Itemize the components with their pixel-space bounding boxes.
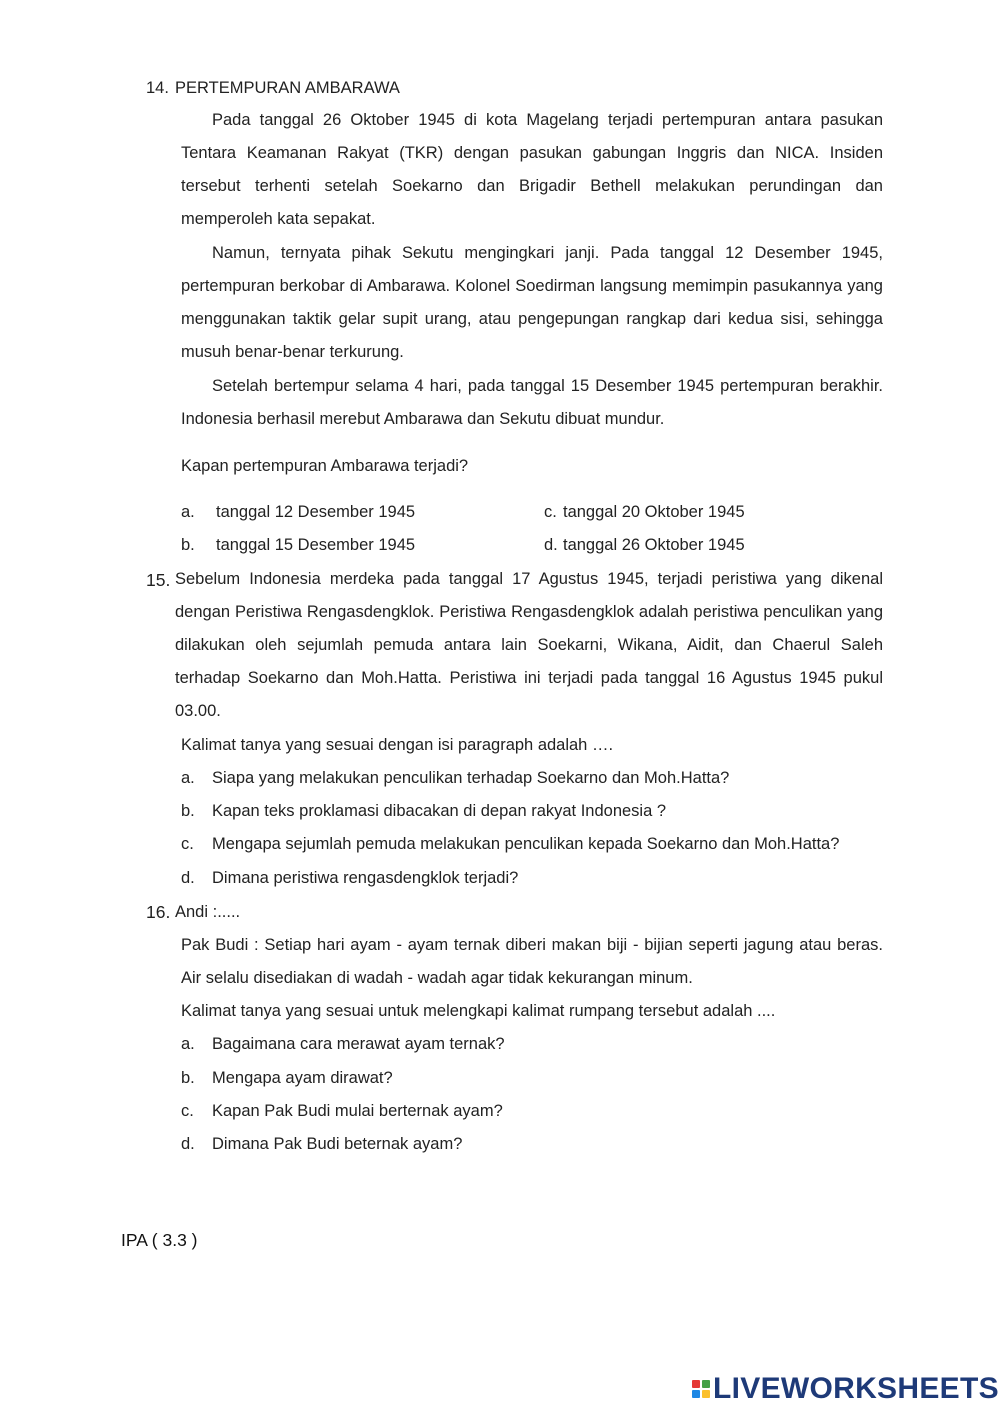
question-14-prompt: Kapan pertempuran Ambarawa terjadi? (181, 457, 469, 475)
option-letter: d. (544, 536, 558, 554)
question-16-paragraph: Pak Budi : Setiap hari ayam - ayam ternak diberi makan biji - bijian seperti jagung atau beras. Air selalu disediakan di wadah - wadah agar tidak kekurangan minum. (181, 936, 883, 987)
question-14-paragraph-3: Setelah bertempur selama 4 hari, pada tanggal 15 Desember 1945 pertempuran berakhir. Indonesia berhasil merebut Ambarawa dan Sekutu dibuat mundur. (181, 377, 883, 428)
question-16-first-line: Andi :..... (175, 903, 241, 921)
question-15-prompt: Kalimat tanya yang sesuai dengan isi paragraph adalah …. (181, 736, 614, 754)
option-letter: d. (181, 869, 195, 887)
logo-badge-icon (692, 1380, 710, 1398)
logo-badge-v (692, 1390, 700, 1398)
question-16-number: 16. (146, 902, 171, 922)
question-15-number: 15. (146, 570, 171, 590)
option-letter: b. (181, 802, 195, 820)
question-15-paragraph: Sebelum Indonesia merdeka pada tanggal 17 Agustus 1945, terjadi peristiwa yang dikenal dengan Peristiwa Rengasdengklok. Peristiwa Rengasdengklok adalah peristiwa penculikan yang dilakukan oleh sejumlah pemuda antara lain Soekarni, Wikana, Aidit, dan Chaerul Saleh terhadap Soekarno dan Moh.Hatta. Peristiwa ini terjadi pada tanggal 16 Agustus 1945 pukul 03.00. (175, 570, 883, 720)
option-text: Mengapa ayam dirawat? (212, 1069, 393, 1087)
logo-text: LIVEWORKSHEETS (713, 1372, 999, 1405)
option-text: tanggal 26 Oktober 1945 (563, 536, 745, 554)
option-letter: a. (181, 503, 195, 521)
option-text: Kapan teks proklamasi dibacakan di depan rakyat Indonesia ? (212, 802, 667, 820)
option-text: Mengapa sejumlah pemuda melakukan penculikan kepada Soekarno dan Moh.Hatta? (212, 835, 840, 853)
option-letter: b. (181, 1069, 195, 1087)
option-text: Dimana Pak Budi beternak ayam? (212, 1135, 463, 1153)
logo-badge-e (702, 1390, 710, 1398)
option-text: Bagaimana cara merawat ayam ternak? (212, 1035, 505, 1053)
section-heading-ipa: IPA ( 3.3 ) (121, 1230, 198, 1250)
option-text: Kapan Pak Budi mulai berternak ayam? (212, 1102, 503, 1120)
option-text: tanggal 20 Oktober 1945 (563, 503, 745, 521)
option-letter: c. (544, 503, 557, 521)
liveworksheets-logo (692, 1374, 999, 1404)
option-letter: a. (181, 769, 195, 787)
logo-badge-i (702, 1380, 710, 1388)
option-letter: b. (181, 536, 195, 554)
option-letter: a. (181, 1035, 195, 1053)
question-14-paragraph-2: Namun, ternyata pihak Sekutu mengingkari janji. Pada tanggal 12 Desember 1945, pertempuran berkobar di Ambarawa. Kolonel Soedirman langsung memimpin pasukannya yang menggunakan taktik gelar supit urang, atau pengepungan rangkap dari kedua sisi, sehingga musuh benar-benar terkurung. (181, 244, 883, 361)
question-16-prompt: Kalimat tanya yang sesuai untuk melengkapi kalimat rumpang tersebut adalah .... (181, 1002, 776, 1020)
option-text: Dimana peristiwa rengasdengklok terjadi? (212, 869, 519, 887)
logo-badge-l (692, 1380, 700, 1388)
option-text: tanggal 15 Desember 1945 (216, 536, 416, 554)
question-14-title: PERTEMPURAN AMBARAWA (175, 79, 400, 97)
option-text: Siapa yang melakukan penculikan terhadap Soekarno dan Moh.Hatta? (212, 769, 730, 787)
option-text: tanggal 12 Desember 1945 (216, 503, 416, 521)
option-letter: c. (181, 835, 194, 853)
question-14-paragraph-1: Pada tanggal 26 Oktober 1945 di kota Magelang terjadi pertempuran antara pasukan Tentara Keamanan Rakyat (TKR) dengan pasukan gabungan Inggris dan NICA. Insiden tersebut terhenti setelah Soekarno dan Brigadir Bethell melakukan perundingan dan memperoleh kata sepakat. (181, 111, 883, 228)
option-letter: c. (181, 1102, 194, 1120)
question-14-number: 14. (146, 79, 169, 97)
option-letter: d. (181, 1135, 195, 1153)
